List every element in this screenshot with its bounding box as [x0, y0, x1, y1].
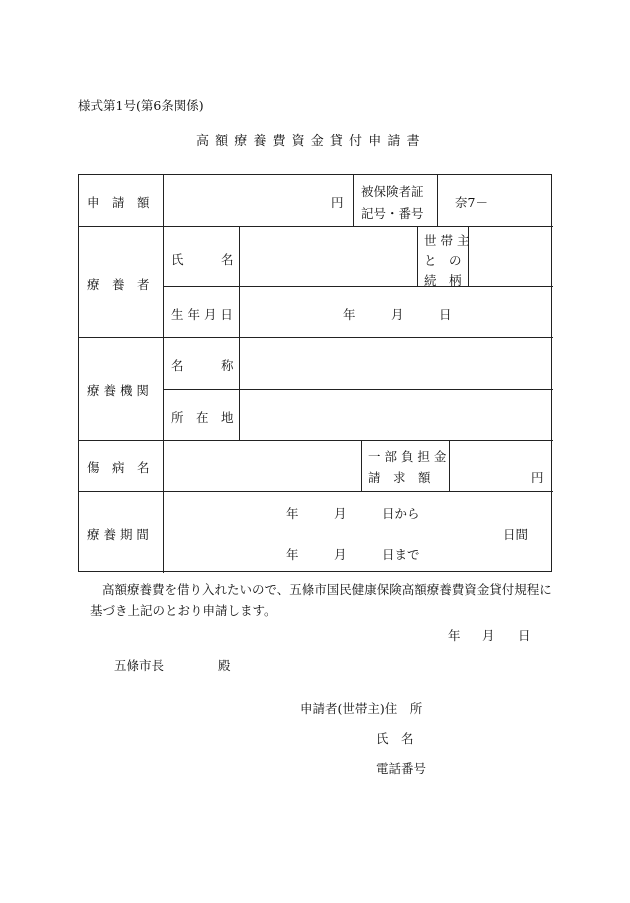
institution-name-label: 名 称 — [171, 358, 234, 373]
submit-year: 年 — [448, 628, 461, 643]
birth-month: 月 — [391, 307, 404, 322]
period-to-year: 年 — [286, 547, 299, 562]
statement-line-2: 基づき上記のとおり申請します。 — [90, 603, 277, 618]
period-from-year: 年 — [286, 506, 299, 521]
birth-date-label: 生 年 月 日 — [171, 307, 233, 322]
partial-payment-unit: 円 — [531, 470, 544, 485]
form-title: 高 額 療 養 費 資 金 貸 付 申 請 書 — [196, 134, 421, 149]
partial-payment-label-2: 請 求 額 — [368, 470, 431, 485]
insured-number-label: 記号・番号 — [361, 206, 424, 221]
applicant-address-label: 申請者(世帯主)住 所 — [300, 701, 423, 716]
period-to-day: 日まで — [382, 547, 420, 562]
birth-year: 年 — [343, 307, 356, 322]
insured-number-value: 奈7－ — [455, 195, 488, 210]
amount-label: 申 請 額 — [87, 195, 150, 210]
relation-label-3: 続 柄 — [424, 273, 462, 288]
honorific: 殿 — [218, 658, 231, 673]
applicant-phone-label: 電話番号 — [376, 761, 427, 776]
patient-label: 療 養 者 — [87, 277, 150, 292]
applicant-name-label: 氏 名 — [376, 731, 414, 746]
amount-unit: 円 — [331, 195, 344, 210]
insured-card-label: 被保険者証 — [361, 184, 424, 199]
application-table — [78, 174, 552, 572]
name-label: 氏 名 — [171, 252, 234, 267]
period-from-day: 日から — [382, 506, 420, 521]
submit-day: 日 — [518, 628, 531, 643]
birth-day: 日 — [439, 307, 452, 322]
relation-label-1: 世 帯 主 — [424, 233, 470, 248]
period-to-month: 月 — [334, 547, 347, 562]
institution-label: 療 養 機 関 — [87, 383, 149, 398]
period-days-unit: 日間 — [503, 527, 529, 542]
period-from-month: 月 — [334, 506, 347, 521]
period-label: 療 養 期 間 — [87, 527, 149, 542]
submit-month: 月 — [482, 628, 495, 643]
addressee: 五條市長 — [114, 658, 165, 673]
relation-label-2: と の — [424, 253, 462, 268]
statement-line-1: 高額療養費を借り入れたいので、五條市国民健康保険高額療養費資金貸付規程に — [102, 582, 552, 597]
institution-address-label: 所 在 地 — [171, 410, 234, 425]
disease-label: 傷 病 名 — [87, 460, 150, 475]
partial-payment-label-1: 一 部 負 担 金 — [368, 449, 447, 464]
form-number-label: 様式第1号(第6条関係) — [78, 98, 204, 113]
